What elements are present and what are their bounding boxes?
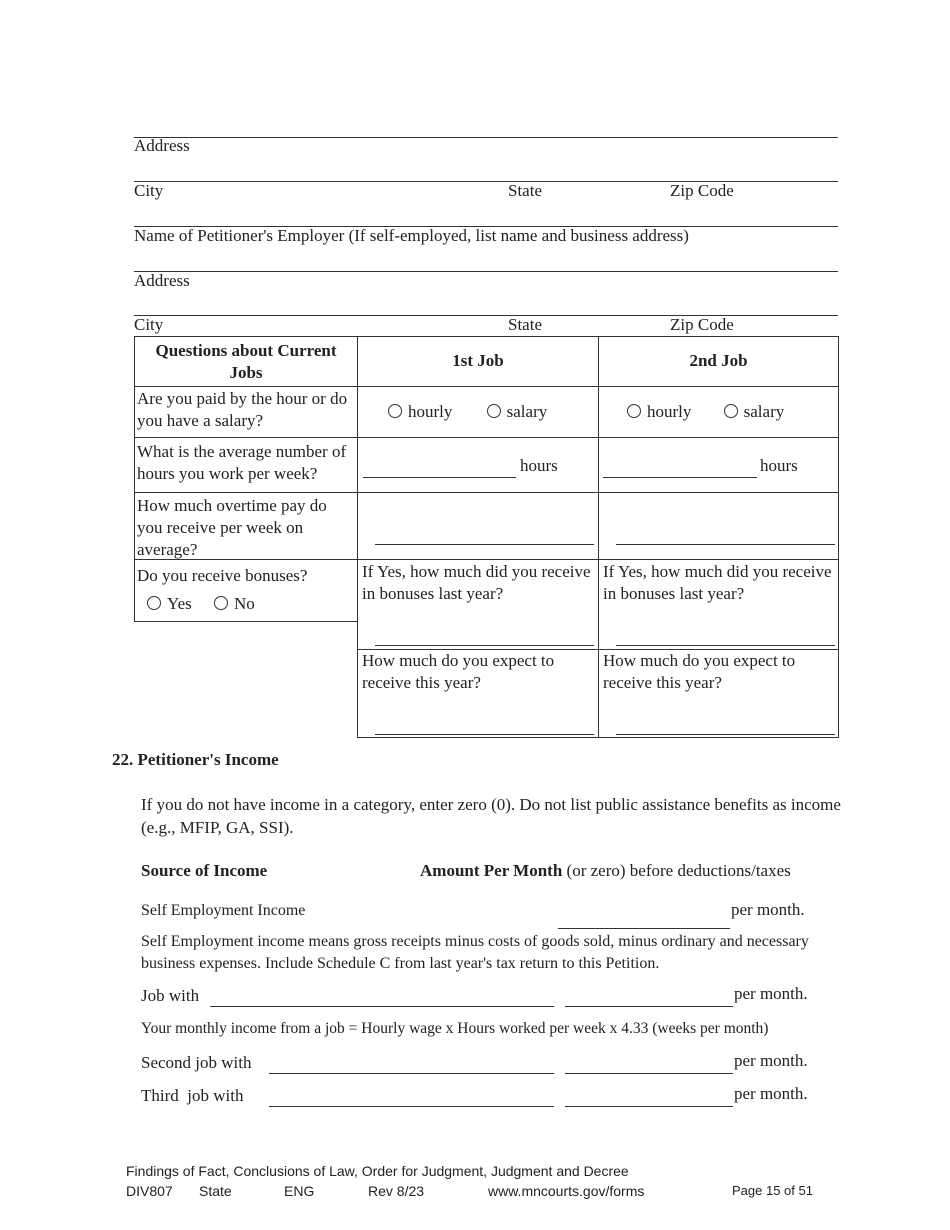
header-job1	[357, 336, 599, 387]
job2-hourly-label: hourly	[647, 402, 692, 421]
job2-overtime-cell	[598, 492, 839, 560]
q-hours	[134, 437, 358, 493]
job2-salary-radio[interactable]	[724, 402, 785, 421]
job-with-label: Job with	[141, 986, 200, 1005]
zip-label-2: Zip Code	[670, 315, 734, 334]
header-questions-text: Questions about Current Jobs	[155, 341, 337, 382]
job1-bonus-last-input[interactable]	[375, 645, 594, 646]
income-heading: 22. Petitioner's Income	[112, 750, 279, 769]
bonus-no-label: No	[234, 594, 255, 613]
state-label-2: State	[508, 315, 542, 334]
job1-paid-cell	[357, 386, 599, 438]
job1-hourly-radio[interactable]	[388, 402, 452, 421]
job-income-note: Your monthly income from a job = Hourly wage x Hours worked per week x 4.33 (weeks per month)	[141, 1020, 769, 1037]
q-overtime-text: How much overtime pay do you receive per week on average?	[137, 496, 327, 559]
second-job-per-month: per month.	[734, 1051, 808, 1070]
header-job2-text: 2nd Job	[689, 351, 748, 370]
job-with-amount-input[interactable]	[565, 1006, 733, 1007]
self-employment-note: Self Employment income means gross receipts minus costs of goods sold, minus ordinary and necessary business expenses. Include Schedule C from last year's tax return to this Petition.	[141, 933, 809, 972]
footer-rev: Rev 8/23	[368, 1183, 425, 1199]
job2-salary-label: salary	[743, 402, 785, 421]
header-job1-text: 1st Job	[452, 351, 504, 370]
radio-circle-icon[interactable]	[147, 596, 161, 610]
self-employment-per-month: per month.	[731, 900, 805, 919]
job1-salary-label: salary	[506, 402, 548, 421]
job1-hourly-label: hourly	[408, 402, 453, 421]
second-job-amount-input[interactable]	[565, 1073, 733, 1074]
radio-circle-icon[interactable]	[388, 404, 402, 418]
third-job-employer-input[interactable]	[269, 1106, 554, 1107]
address-label-1: Address	[134, 136, 190, 155]
address-line-2[interactable]	[134, 271, 838, 272]
city-label-1: City	[134, 181, 164, 200]
q-hours-text: What is the average number of hours you work per week?	[137, 442, 347, 483]
second-job-employer-input[interactable]	[269, 1073, 554, 1074]
city-label-2: City	[134, 315, 164, 334]
job2-paid-cell	[598, 386, 839, 438]
address-label-2: Address	[134, 271, 190, 290]
job2-hours-input[interactable]	[603, 477, 757, 478]
job2-hours-unit: hours	[760, 456, 798, 475]
income-instructions: If you do not have income in a category, enter zero (0). Do not list public assistance benefits as income (e.g., MFIP, GA, SSI).	[141, 795, 841, 837]
bonus-no-radio[interactable]	[214, 594, 255, 613]
q-paid-text: Are you paid by the hour or do you have a salary?	[137, 389, 348, 430]
job2-bonus-last-cell	[598, 559, 839, 650]
third-job-per-month: per month.	[734, 1084, 808, 1103]
footer-state: State	[199, 1183, 232, 1199]
job2-bonus-expect-text: How much do you expect to receive this year?	[603, 651, 796, 692]
q-paid	[134, 386, 358, 438]
job1-bonus-expect-cell	[357, 649, 599, 738]
q-bonuses	[134, 559, 358, 622]
job1-bonus-last-cell	[357, 559, 599, 650]
job2-overtime-input[interactable]	[616, 544, 835, 545]
job1-salary-radio[interactable]	[487, 402, 548, 421]
col-amount-rest: (or zero) before deductions/taxes	[566, 861, 791, 880]
job2-hourly-radio[interactable]	[627, 402, 691, 421]
radio-circle-icon[interactable]	[214, 596, 228, 610]
header-job2	[598, 336, 839, 387]
job1-hours-input[interactable]	[363, 477, 516, 478]
bonus-yes-label: Yes	[167, 594, 192, 613]
job2-bonus-last-input[interactable]	[616, 645, 835, 646]
footer-url[interactable]: www.mncourts.gov/forms	[488, 1183, 645, 1199]
radio-circle-icon[interactable]	[724, 404, 738, 418]
q-overtime	[134, 492, 358, 560]
state-label-1: State	[508, 181, 542, 200]
employer-label: Name of Petitioner's Employer (If self-employed, list name and business address)	[134, 226, 689, 245]
address-line-1[interactable]	[134, 137, 838, 138]
header-questions	[134, 336, 358, 387]
second-job-label: Second job with	[141, 1053, 252, 1072]
zip-label-1: Zip Code	[670, 181, 734, 200]
footer-lang: ENG	[284, 1183, 315, 1199]
self-employment-label: Self Employment Income	[141, 902, 306, 919]
job1-bonus-last-text: If Yes, how much did you receive in bonuses last year?	[362, 562, 591, 603]
job-with-employer-input[interactable]	[210, 1006, 554, 1007]
job1-hours-cell	[357, 437, 599, 493]
q-bonuses-text: Do you receive bonuses?	[137, 566, 308, 585]
job1-bonus-expect-text: How much do you expect to receive this year?	[362, 651, 555, 692]
col-source: Source of Income	[141, 861, 268, 880]
job1-overtime-input[interactable]	[375, 544, 594, 545]
footer-form: DIV807	[126, 1183, 173, 1199]
bonus-yes-radio[interactable]	[147, 594, 192, 613]
job1-overtime-cell	[357, 492, 599, 560]
job2-bonus-expect-input[interactable]	[616, 734, 835, 735]
job2-bonus-expect-cell	[598, 649, 839, 738]
third-job-amount-input[interactable]	[565, 1106, 733, 1107]
job1-bonus-expect-input[interactable]	[375, 734, 594, 735]
self-employment-amount-input[interactable]	[558, 928, 730, 929]
radio-circle-icon[interactable]	[487, 404, 501, 418]
footer-title: Findings of Fact, Conclusions of Law, Order for Judgment, Judgment and Decree	[126, 1163, 629, 1179]
radio-circle-icon[interactable]	[627, 404, 641, 418]
job-with-per-month: per month.	[734, 984, 808, 1003]
footer-page: Page 15 of 51	[732, 1183, 813, 1198]
col-amount-bold: Amount Per Month	[420, 861, 563, 880]
third-job-label: Third job with	[141, 1086, 244, 1105]
job2-bonus-last-text: If Yes, how much did you receive in bonuses last year?	[603, 562, 832, 603]
col-amount	[420, 861, 791, 881]
job2-hours-cell	[598, 437, 839, 493]
job1-hours-unit: hours	[520, 456, 558, 475]
